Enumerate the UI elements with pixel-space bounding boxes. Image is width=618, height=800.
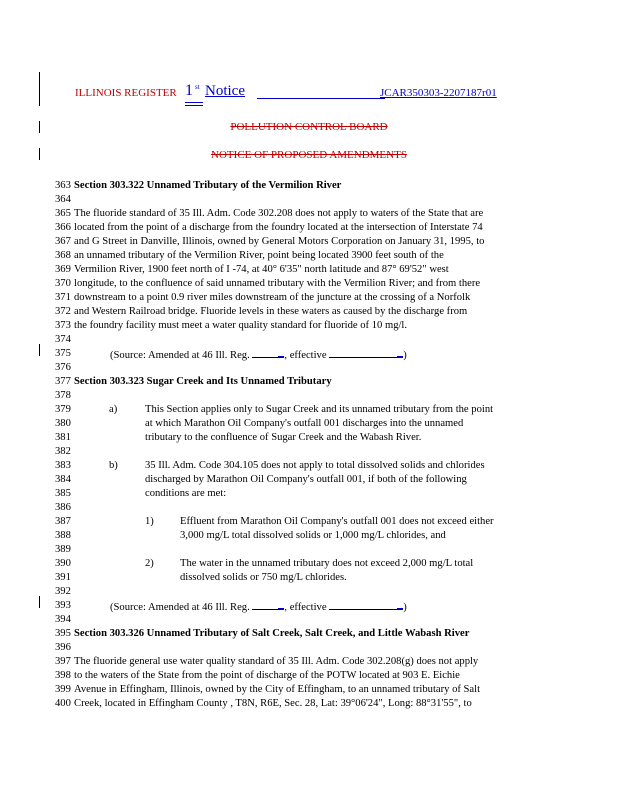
line-number: 376 xyxy=(55,362,71,373)
item-label: 1) xyxy=(145,516,154,527)
notice-title: NOTICE OF PROPOSED AMENDMENTS xyxy=(211,149,407,161)
double-underline xyxy=(185,105,203,106)
line-text: tributary to the confluence of Sugar Creek and the Wabash River. xyxy=(145,432,422,443)
jcar-code: JCAR350303-2207187r01 xyxy=(380,87,497,99)
line-number: 390 xyxy=(55,558,71,569)
document-line xyxy=(55,305,615,318)
document-line xyxy=(55,599,615,612)
document-line xyxy=(55,403,615,416)
line-number: 377 xyxy=(55,376,71,387)
document-line xyxy=(55,501,615,514)
line-number: 380 xyxy=(55,418,71,429)
line-number: 393 xyxy=(55,600,71,611)
section-heading: Section 303.323 Sugar Creek and Its Unnamed Tributary xyxy=(74,376,332,387)
line-text: located from the point of a discharge from the foundry located at the intersection of Interstate 74 xyxy=(74,222,483,233)
line-number: 396 xyxy=(55,642,71,653)
board-title: POLLUTION CONTROL BOARD xyxy=(230,121,388,133)
register-title: ILLINOIS REGISTER xyxy=(75,87,177,99)
line-text: 3,000 mg/L total dissolved solids or 1,000 mg/L chlorides, and xyxy=(180,530,446,541)
line-number: 369 xyxy=(55,264,71,275)
document-line xyxy=(55,263,615,276)
notice-label: Notice xyxy=(205,83,245,99)
document-line xyxy=(55,683,615,696)
line-number: 381 xyxy=(55,432,71,443)
source-note: (Source: Amended at 46 Ill. Reg. , effective ) xyxy=(110,347,407,362)
page-header xyxy=(75,84,575,108)
line-number: 367 xyxy=(55,236,71,247)
line-number: 370 xyxy=(55,278,71,289)
document-line xyxy=(55,641,615,654)
document-line xyxy=(55,207,615,220)
issue-suffix: st xyxy=(195,83,200,91)
line-text: The water in the unnamed tributary does not exceed 2,000 mg/L total xyxy=(180,558,474,569)
line-text: This Section applies only to Sugar Creek and its unnamed tributary from the point xyxy=(145,404,494,415)
document-line xyxy=(55,487,615,500)
blank-volume xyxy=(252,600,278,610)
line-text: longitude, to the confluence of said unnamed tributary with the Vermilion River; and from there xyxy=(74,278,481,289)
document-line xyxy=(55,361,615,374)
line-text: The fluoride general use water quality standard of 35 Ill. Adm. Code 302.208(g) does not apply xyxy=(74,656,479,667)
issue-number: 1 xyxy=(185,82,193,99)
document-line xyxy=(55,459,615,472)
line-text: an unnamed tributary of the Vermilion River, point being located 3900 feet south of the xyxy=(74,250,444,261)
line-number: 383 xyxy=(55,460,71,471)
document-line xyxy=(55,277,615,290)
line-text: Creek, located in Effingham County , T8N, R6E, Sec. 28, Lat: 39°06'24", Long: 88°31'55", to xyxy=(74,698,472,709)
document-line xyxy=(55,333,615,346)
document-line xyxy=(55,431,615,444)
line-number: 382 xyxy=(55,446,71,457)
document-line xyxy=(55,543,615,556)
document-line xyxy=(55,627,615,640)
line-text: to the waters of the State from the point of discharge of the POTW located at 903 E. Eichie xyxy=(74,670,460,681)
line-number: 372 xyxy=(55,306,71,317)
section-heading: Section 303.322 Unnamed Tributary of the Vermilion River xyxy=(74,180,342,191)
line-number: 379 xyxy=(55,404,71,415)
line-text: downstream to a point 0.9 river miles downstream of the juncture at the crossing of a Norfolk xyxy=(74,292,471,303)
item-label: a) xyxy=(109,404,118,415)
line-number: 399 xyxy=(55,684,71,695)
line-number: 373 xyxy=(55,320,71,331)
line-text: Effluent from Marathon Oil Company's outfall 001 does not exceed either xyxy=(180,516,494,527)
line-number: 395 xyxy=(55,628,71,639)
document-line xyxy=(55,557,615,570)
line-text: the foundry facility must meet a water quality standard for fluoride of 10 mg/l. xyxy=(74,320,408,331)
document-line xyxy=(55,389,615,402)
line-number: 366 xyxy=(55,222,71,233)
line-text: The fluoride standard of 35 Ill. Adm. Code 302.208 does not apply to waters of the State that are xyxy=(74,208,484,219)
document-line xyxy=(55,375,615,388)
line-number: 364 xyxy=(55,194,71,205)
document-line xyxy=(55,585,615,598)
document-line xyxy=(55,347,615,360)
document-line xyxy=(55,249,615,262)
line-text: 35 Ill. Adm. Code 304.105 does not apply to total dissolved solids and chlorides xyxy=(145,460,485,471)
line-text: Avenue in Effingham, Illinois, owned by the City of Effingham, to an unnamed tributary of Salt xyxy=(74,684,481,695)
line-number: 365 xyxy=(55,208,71,219)
line-number: 400 xyxy=(55,698,71,709)
line-text: and G Street in Danville, Illinois, owned by General Motors Corporation on January 31, 1995, to xyxy=(74,236,485,247)
line-number: 387 xyxy=(55,516,71,527)
double-underline xyxy=(185,102,203,103)
source-note: (Source: Amended at 46 Ill. Reg. , effective ) xyxy=(110,599,407,614)
document-line xyxy=(55,179,615,192)
line-number: 385 xyxy=(55,488,71,499)
document-line xyxy=(55,193,615,206)
line-number: 394 xyxy=(55,614,71,625)
line-number: 386 xyxy=(55,502,71,513)
blank-date xyxy=(329,348,397,358)
change-bar xyxy=(39,72,40,106)
change-bar xyxy=(39,596,40,608)
document-line xyxy=(55,529,615,542)
change-bar xyxy=(39,344,40,356)
blank-volume xyxy=(252,348,278,358)
line-number: 388 xyxy=(55,530,71,541)
document-line xyxy=(55,473,615,486)
line-number: 397 xyxy=(55,656,71,667)
line-number: 392 xyxy=(55,586,71,597)
line-text: and Western Railroad bridge. Fluoride levels in these waters as caused by the discharge from xyxy=(74,306,468,317)
line-number: 378 xyxy=(55,390,71,401)
document-line xyxy=(55,515,615,528)
document-line xyxy=(55,445,615,458)
item-label: b) xyxy=(109,460,118,471)
document-line xyxy=(55,571,615,584)
document-line xyxy=(55,291,615,304)
line-text: Vermilion River, 1900 feet north of I -74, at 40° 6'35" north latitude and 87° 69'52" west xyxy=(74,264,449,275)
document-line xyxy=(55,655,615,668)
document-line xyxy=(55,613,615,626)
line-number: 374 xyxy=(55,334,71,345)
blank-date xyxy=(329,600,397,610)
line-number: 375 xyxy=(55,348,71,359)
line-number: 363 xyxy=(55,180,71,191)
line-text: discharged by Marathon Oil Company's outfall 001, if both of the following xyxy=(145,474,467,485)
line-text: at which Marathon Oil Company's outfall 001 discharges into the unnamed xyxy=(145,418,464,429)
line-number: 398 xyxy=(55,670,71,681)
line-number: 368 xyxy=(55,250,71,261)
line-text: conditions are met: xyxy=(145,488,227,499)
line-number: 391 xyxy=(55,572,71,583)
document-line xyxy=(55,235,615,248)
document-line xyxy=(55,669,615,682)
document-line xyxy=(55,319,615,332)
header-underline xyxy=(257,98,385,99)
section-heading: Section 303.326 Unnamed Tributary of Salt Creek, Salt Creek, and Little Wabash River xyxy=(74,628,470,639)
item-label: 2) xyxy=(145,558,154,569)
document-line xyxy=(55,221,615,234)
document-line xyxy=(55,697,615,710)
line-text: dissolved solids or 750 mg/L chlorides. xyxy=(180,572,347,583)
line-number: 389 xyxy=(55,544,71,555)
line-number: 371 xyxy=(55,292,71,303)
document-line xyxy=(55,417,615,430)
line-number: 384 xyxy=(55,474,71,485)
